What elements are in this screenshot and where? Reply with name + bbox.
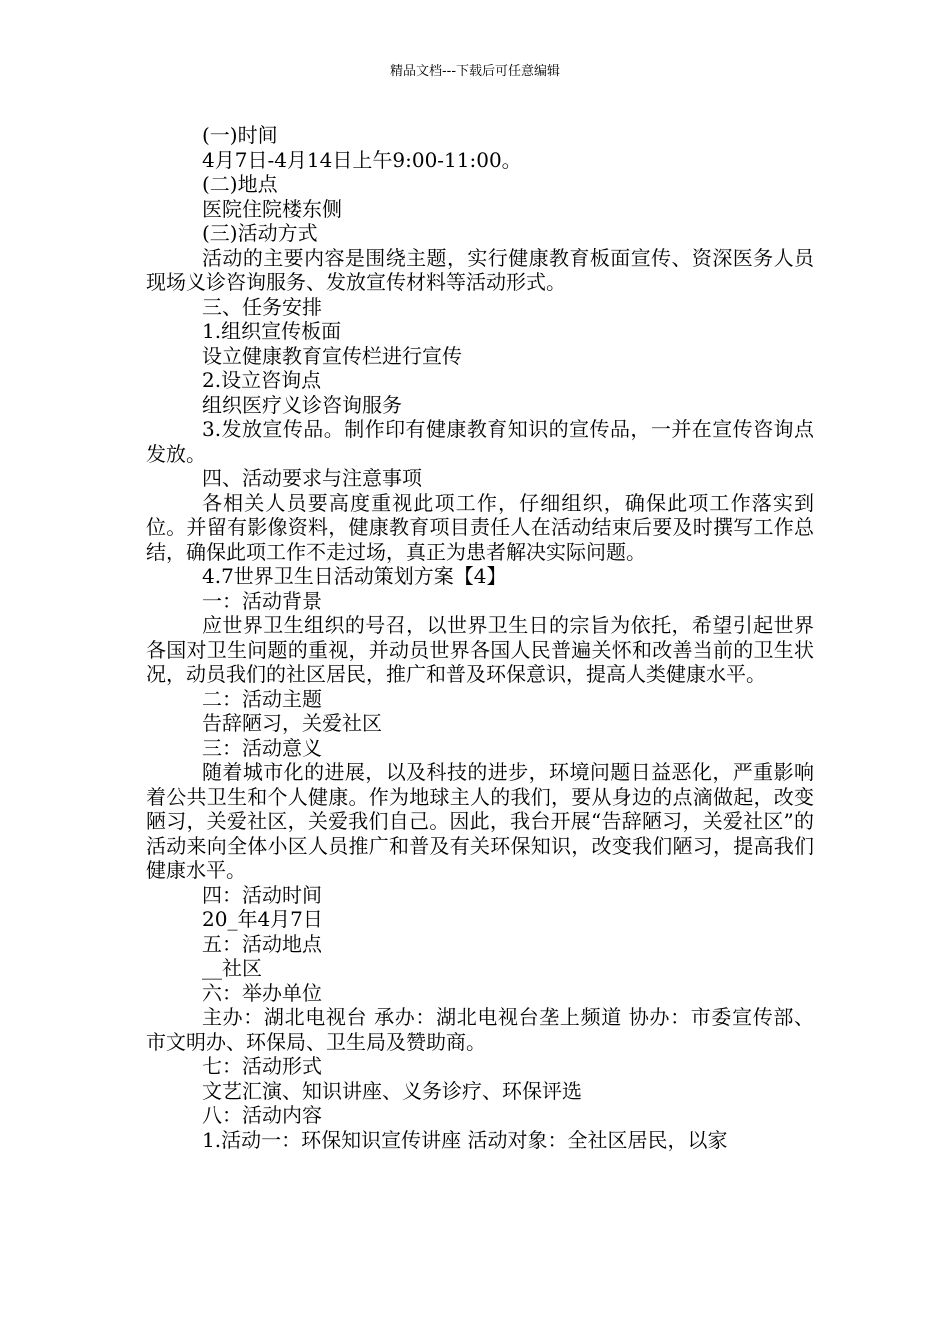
paragraph: (三)活动方式 [202,221,318,245]
paragraph: 1.组织宣传板面 [202,319,342,343]
section-heading: 六：举办单位 [202,980,322,1005]
section-heading: 一：活动背景 [202,588,322,613]
paragraph: 1.活动一：环保知识宣传讲座 活动对象：全社区居民，以家 [202,1127,728,1152]
document-body [146,123,814,1152]
paragraph: 设立健康教育宣传栏进行宣传 [202,343,462,368]
paragraph: 2.设立咨询点 [202,368,322,392]
paragraph: (二)地点 [202,172,278,196]
paragraph: 应世界卫生组织的号召，以世界卫生日的宗旨为依托，希望引起世界各国对卫生问题的重视，并动员世界各国人民普遍关怀和改善当前的卫生状况，动员我们的社区居民，推广和普及环保意识，提高人类健康水平。 [146,613,814,686]
section-heading: 三、任务安排 [202,294,322,319]
section-heading: 三：活动意义 [202,735,322,760]
section-heading: 七：活动形式 [202,1054,322,1078]
paragraph: 医院住院楼东侧 [202,196,342,221]
paragraph: 随着城市化的进展，以及科技的进步，环境问题日益恶化，严重影响着公共卫生和个人健康。作为地球主人的我们，要从身边的点滴做起，改变陋习，关爱社区，关爱我们自己。因此，我台开展“告辞陋习，关爱社区”的活动来向全体小区人员推广和普及有关环保知识，改变我们陋习，提高我们健康水平。 [146,760,814,882]
section-heading: 二：活动主题 [202,686,322,711]
section-heading: 五：活动地点 [202,931,322,956]
paragraph: 3.发放宣传品。制作印有健康教育知识的宣传品，一并在宣传咨询点发放。 [146,417,814,466]
paragraph: 各相关人员要高度重视此项工作，仔细组织，确保此项工作落实到位。并留有影像资料，健康教育项目责任人在活动结束后要及时撰写工作总结，确保此项工作不走过场，真正为患者解决实际问题。 [146,490,814,564]
section-heading: 八：活动内容 [202,1103,322,1127]
paragraph: 组织医疗义诊咨询服务 [202,392,402,417]
document-title: 4.7世界卫生日活动策划方案【4】 [202,564,507,588]
paragraph: __社区 [202,956,262,980]
paragraph: 主办：湖北电视台 承办：湖北电视台垄上频道 协办：市委宣传部、市文明办、环保局、卫生局及赞助商。 [146,1005,814,1054]
paragraph: (一)时间 [202,123,278,147]
page-header: 精品文档---下载后可任意编辑 [389,64,561,79]
paragraph: 20_年4月7日 [202,907,323,931]
paragraph: 4月7日-4月14日上午9:00-11:00。 [202,147,522,172]
paragraph: 告辞陋习，关爱社区 [202,711,382,735]
section-heading: 四：活动时间 [202,882,322,907]
section-heading: 四、活动要求与注意事项 [202,466,422,490]
paragraph: 文艺汇演、知识讲座、义务诊疗、环保评选 [202,1078,582,1103]
paragraph: 活动的主要内容是围绕主题，实行健康教育板面宣传、资深医务人员现场义诊咨询服务、发放宣传材料等活动形式。 [146,245,814,294]
